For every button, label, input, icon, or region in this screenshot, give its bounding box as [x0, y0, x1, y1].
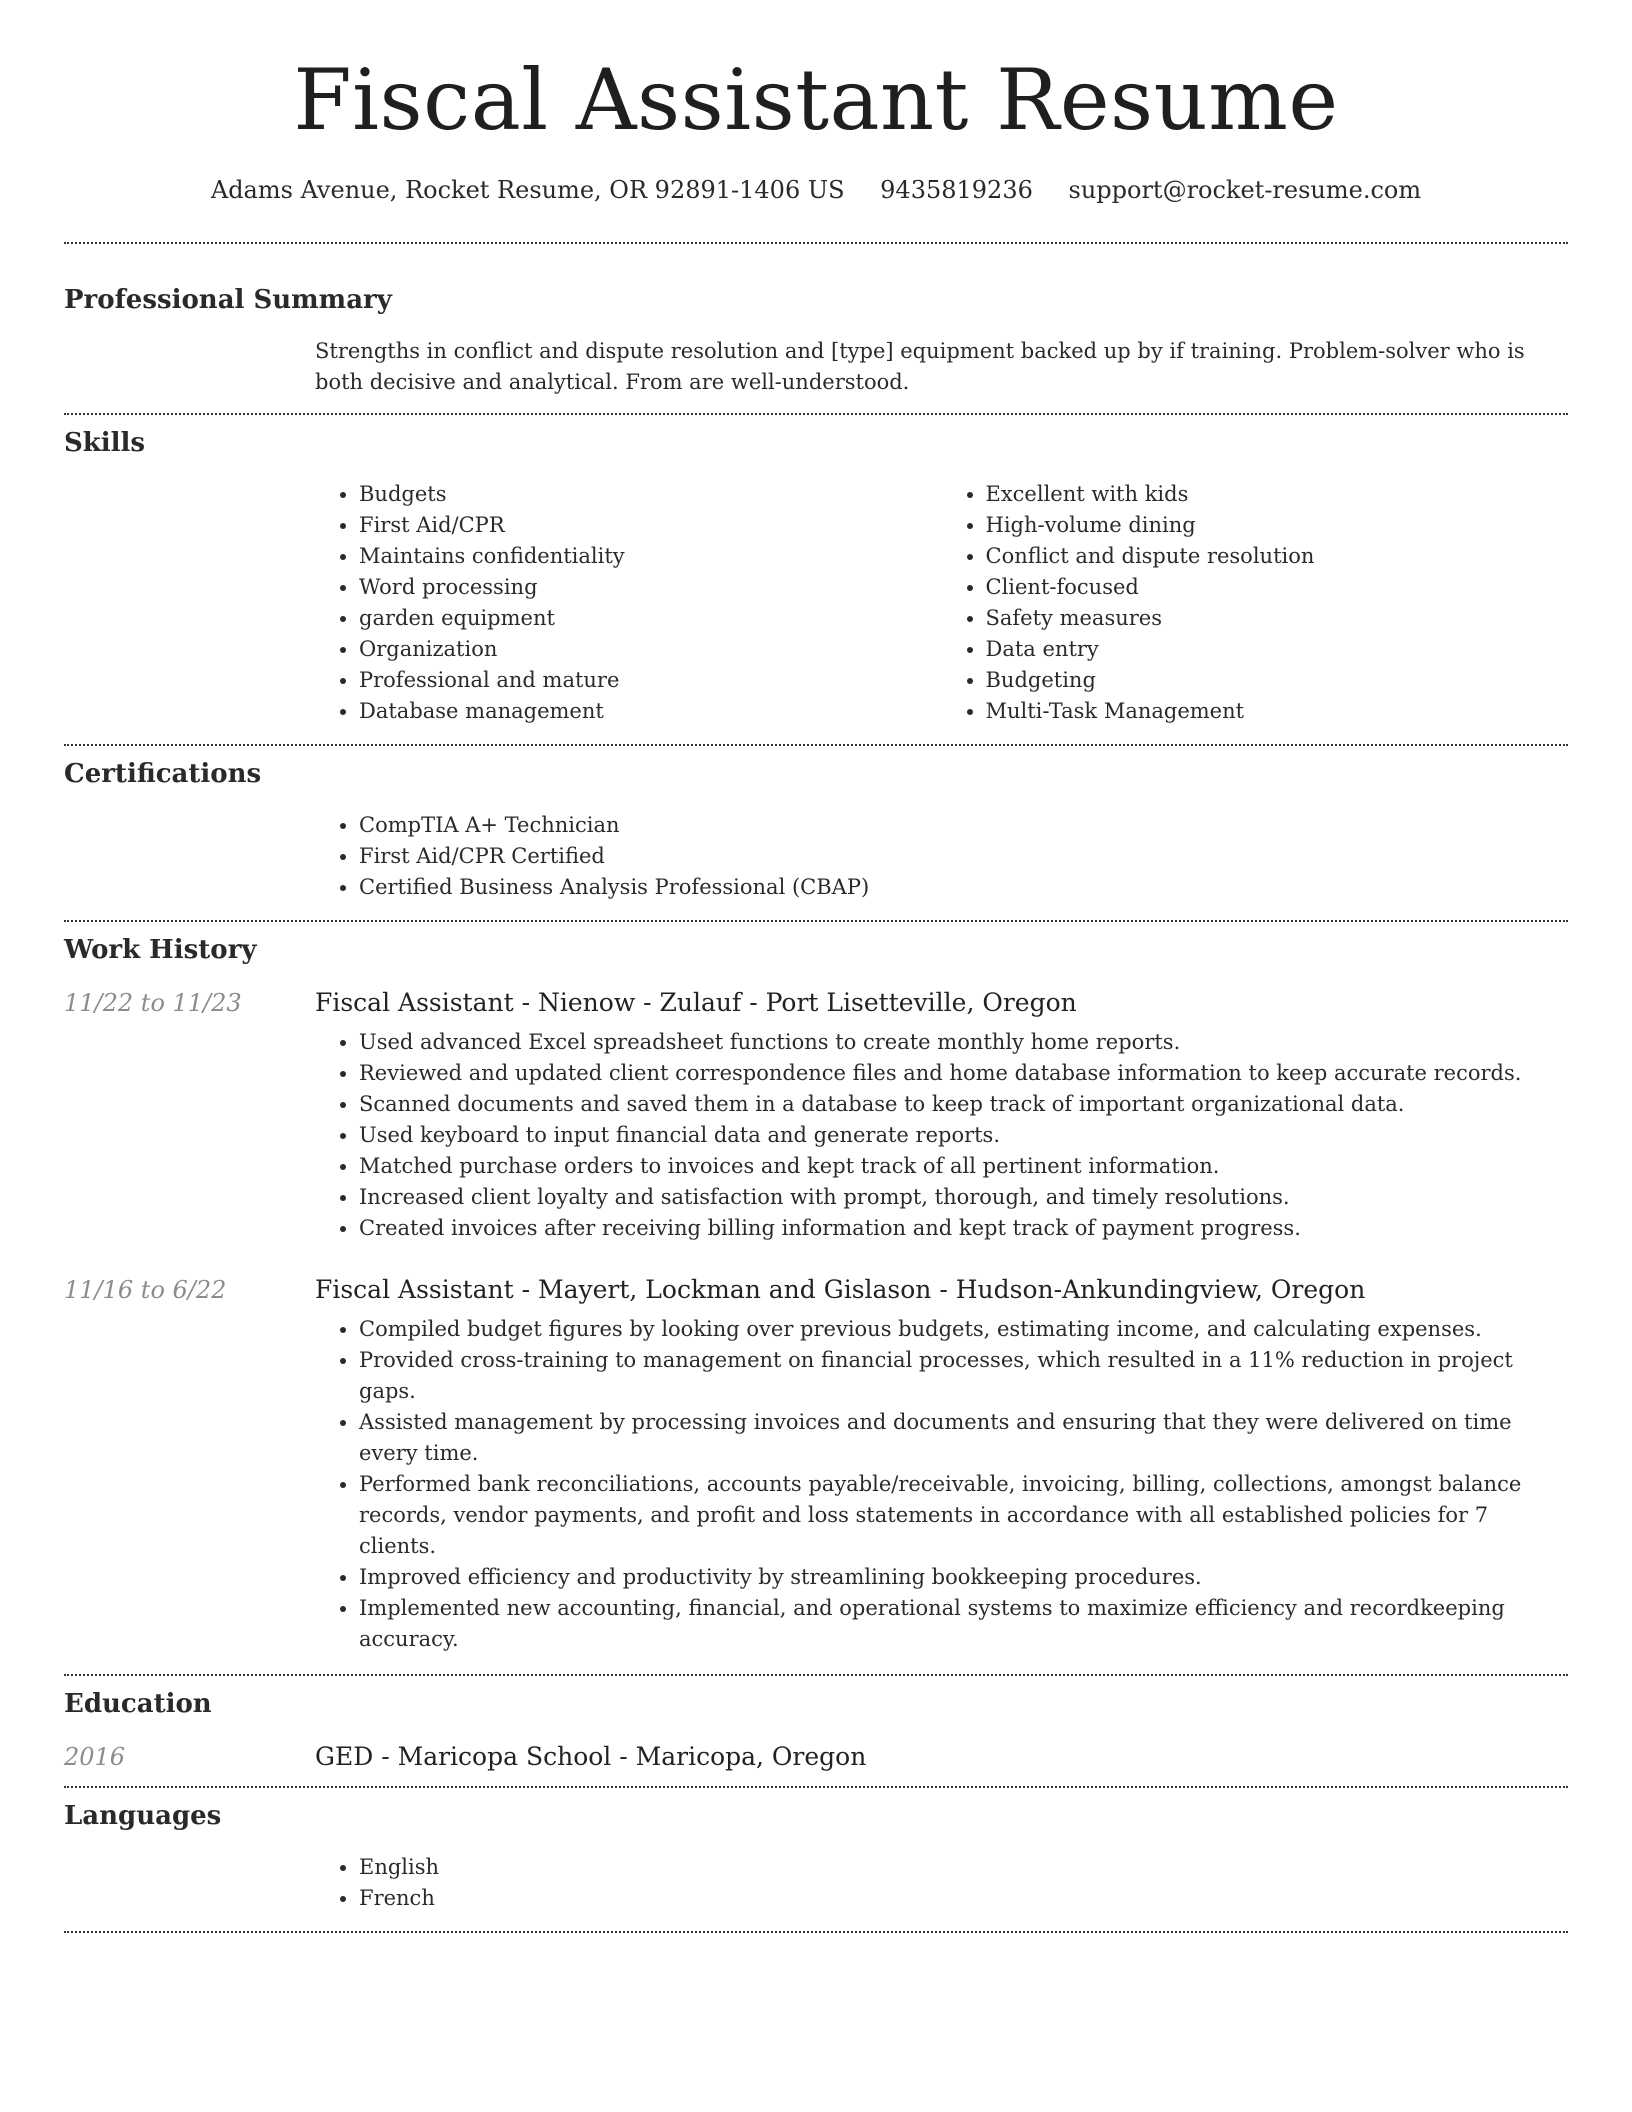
- skill-item: • garden equipment: [359, 603, 942, 634]
- job-dates: 11/16 to 6/22: [64, 1276, 227, 1304]
- languages-section: [64, 1788, 1568, 1914]
- job-title: Fiscal Assistant - Nienow - Zulauf - Port Lisetteville, Oregon: [315, 988, 1077, 1017]
- resume-title: Fiscal Assistant Resume: [293, 51, 1339, 149]
- job-bullet: • Matched purchase orders to invoices and kept track of all pertinent information.: [359, 1151, 1568, 1182]
- job-bullet: • Provided cross-training to management on financial processes, which resulted in a 11% reduction in project gaps.: [359, 1345, 1568, 1407]
- job-bullet: • Used keyboard to input financial data and generate reports.: [359, 1120, 1568, 1151]
- skills-left-column: [315, 479, 942, 727]
- job-bullet: • Assisted management by processing invoices and documents and ensuring that they were delivered on time every time.: [359, 1407, 1568, 1469]
- job-header: [64, 1275, 1568, 1304]
- skill-item: • Safety measures: [986, 603, 1569, 634]
- skills-section: [64, 415, 1568, 727]
- job-bullet: • Implemented new accounting, financial, and operational systems to maximize efficiency and recordkeeping accuracy.: [359, 1593, 1568, 1655]
- certifications-section: [64, 746, 1568, 903]
- job-header: [64, 988, 1568, 1017]
- skill-item: • Client-focused: [986, 572, 1569, 603]
- summary-heading: Professional Summary: [64, 285, 392, 315]
- summary-text: Strengths in conflict and dispute resolution and [type] equipment backed up by if training. Problem-solver who is both decisive and analytical. From are well-understood.: [315, 339, 1525, 394]
- summary-section: [64, 244, 1568, 398]
- skills-list: [315, 479, 1568, 727]
- job-bullet: • Improved efficiency and productivity by streamlining bookkeeping procedures.: [359, 1562, 1568, 1593]
- education-section: [64, 1676, 1568, 1771]
- contact-address: Adams Avenue, Rocket Resume, OR 92891-1406 US: [210, 176, 845, 204]
- languages-list: [315, 1852, 1568, 1914]
- job-entry: [64, 988, 1568, 1244]
- job-dates: 11/22 to 11/23: [64, 989, 242, 1017]
- contact-phone: 9435819236: [880, 176, 1033, 204]
- job-title: Fiscal Assistant - Mayert, Lockman and Gislason - Hudson-Ankundingview, Oregon: [315, 1275, 1366, 1304]
- job-bullet: • Reviewed and updated client correspondence files and home database information to keep accurate records.: [359, 1058, 1568, 1089]
- resume-page: [64, 0, 1568, 1933]
- skills-right-column: [942, 479, 1569, 727]
- skill-item: • Budgeting: [986, 665, 1569, 696]
- job-bullet: • Compiled budget figures by looking over previous budgets, estimating income, and calculating expenses.: [359, 1314, 1568, 1345]
- education-degree: GED - Maricopa School - Maricopa, Oregon: [315, 1742, 867, 1771]
- language-item: • English: [359, 1852, 1568, 1883]
- certifications-list: [315, 810, 1568, 903]
- certification-item: • CompTIA A+ Technician: [359, 810, 1568, 841]
- skill-item: • Professional and mature: [359, 665, 942, 696]
- work-history-section: [64, 922, 1568, 1655]
- certification-item: • First Aid/CPR Certified: [359, 841, 1568, 872]
- job-bullet: • Used advanced Excel spreadsheet functions to create monthly home reports.: [359, 1027, 1568, 1058]
- job-bullet: • Scanned documents and saved them in a database to keep track of important organizational data.: [359, 1089, 1568, 1120]
- skill-item: • Organization: [359, 634, 942, 665]
- languages-heading: Languages: [64, 1801, 222, 1831]
- certification-item: • Certified Business Analysis Professional (CBAP): [359, 872, 1568, 903]
- skill-item: • Data entry: [986, 634, 1569, 665]
- skill-item: • High-volume dining: [986, 510, 1569, 541]
- job-bullet: • Created invoices after receiving billing information and kept track of payment progress.: [359, 1213, 1568, 1244]
- work-history-heading: Work History: [64, 935, 257, 965]
- skill-item: • Conflict and dispute resolution: [986, 541, 1569, 572]
- certifications-heading: Certifications: [64, 759, 262, 789]
- job-bullet: • Increased client loyalty and satisfaction with prompt, thorough, and timely resolutions.: [359, 1182, 1568, 1213]
- language-item: • French: [359, 1883, 1568, 1914]
- skills-heading: Skills: [64, 428, 146, 458]
- job-bullet: • Performed bank reconciliations, accounts payable/receivable, invoicing, billing, collections, amongst balance records, vendor payments, and profit and loss statements in accordance with all established policies for 7 clients.: [359, 1469, 1568, 1562]
- skill-item: • Word processing: [359, 572, 942, 603]
- job-entry: [64, 1275, 1568, 1655]
- skill-item: • Multi-Task Management: [986, 696, 1569, 727]
- skill-item: • Excellent with kids: [986, 479, 1569, 510]
- contact-line: [64, 174, 1568, 206]
- skill-item: • Database management: [359, 696, 942, 727]
- job-bullets: [315, 1027, 1568, 1244]
- skill-item: • First Aid/CPR: [359, 510, 942, 541]
- education-heading: Education: [64, 1689, 212, 1719]
- divider: [64, 1931, 1568, 1933]
- job-bullets: [315, 1314, 1568, 1655]
- skill-item: • Maintains confidentiality: [359, 541, 942, 572]
- education-year: 2016: [64, 1743, 126, 1771]
- contact-email: support@rocket-resume.com: [1068, 176, 1422, 204]
- skill-item: • Budgets: [359, 479, 942, 510]
- education-entry: [64, 1742, 1568, 1771]
